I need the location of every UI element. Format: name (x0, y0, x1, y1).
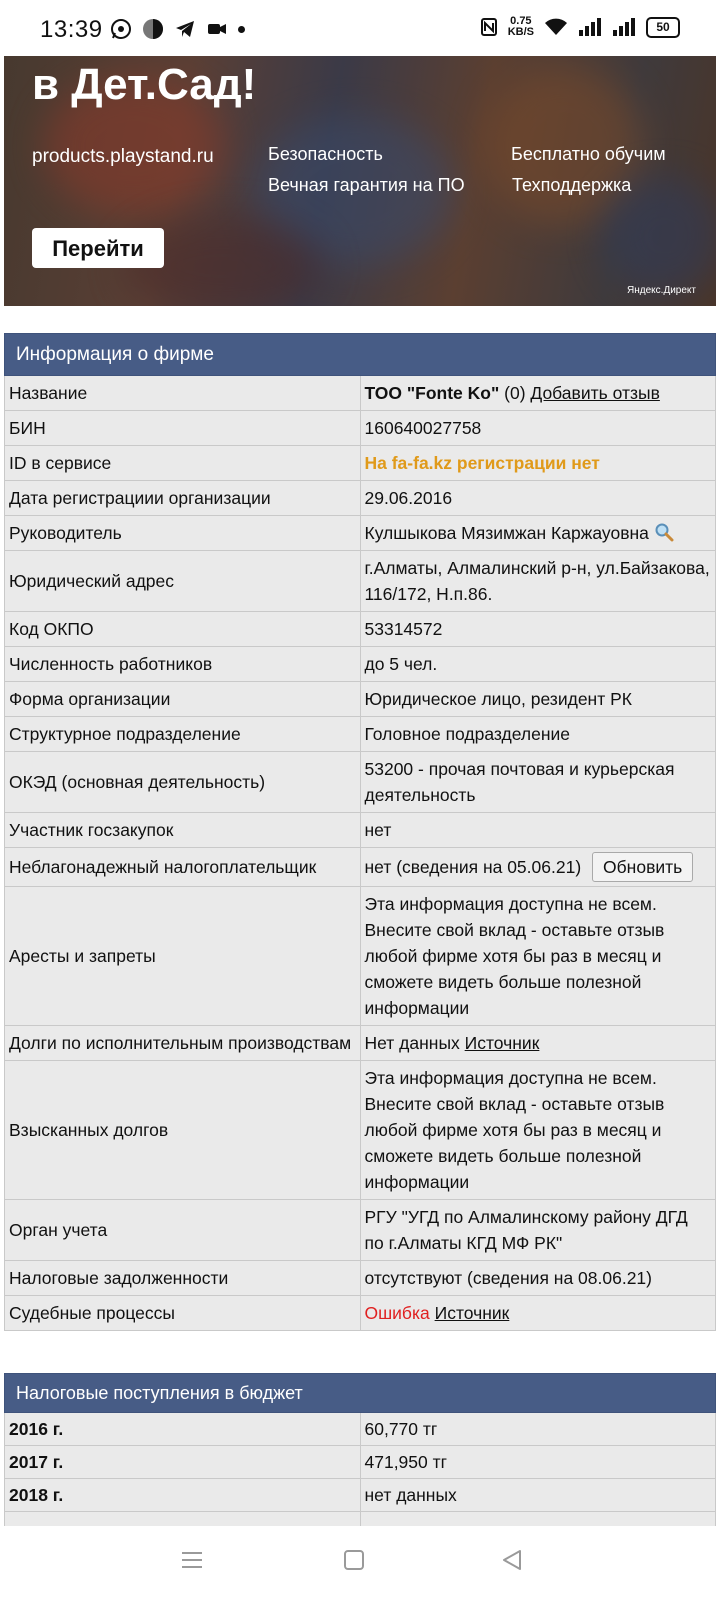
amount-cell: 60,770 тг (360, 1413, 716, 1446)
ad-feature-1: Безопасность (268, 144, 383, 164)
signal-icon (578, 17, 602, 37)
table-row (5, 813, 716, 848)
table-row (5, 848, 716, 887)
table-row (5, 647, 716, 682)
service-id-value[interactable]: На fa-fa.kz регистрации нет (364, 453, 600, 473)
error-text: Ошибка (364, 1303, 430, 1323)
row-value (360, 376, 716, 411)
tax-debts-value: отсутствуют (сведения на 08.06.21) (360, 1261, 716, 1296)
ad-url[interactable]: products.playstand.ru (32, 146, 214, 167)
update-button[interactable]: Обновить (592, 852, 693, 882)
row-label: Юридический адрес (5, 551, 361, 612)
status-time: 13:39 (40, 16, 103, 43)
row-label: ОКЭД (основная деятельность) (5, 752, 361, 813)
ad-go-button[interactable]: Перейти (32, 228, 164, 268)
table-row (5, 1061, 716, 1200)
row-label: Форма организации (5, 682, 361, 717)
table-row (5, 1296, 716, 1331)
restricted-line-2: Внесите свой вклад - оставьте отзыв любой фирме хотя бы раз в месяц и сможете видеть больше полезной информации (364, 1094, 665, 1192)
table-row (5, 516, 716, 551)
restricted-line-1: Эта информация доступна не всем. (364, 894, 657, 914)
table-row (5, 887, 716, 1026)
table-row (5, 612, 716, 647)
nfc-icon (480, 16, 498, 38)
menu-icon[interactable] (180, 1548, 204, 1572)
back-icon[interactable] (500, 1548, 524, 1572)
procurement-value: нет (360, 813, 716, 848)
notification-icons (110, 18, 245, 40)
ad-source[interactable]: Яндекс.Директ (627, 285, 696, 296)
table-row (5, 1413, 716, 1446)
telegram-icon (174, 18, 196, 40)
firm-info-header: Информация о фирме (5, 334, 715, 375)
reg-date-value: 29.06.2016 (360, 481, 716, 516)
system-icons (480, 16, 680, 38)
authority-value: РГУ "УГД по Алмалинскому району ДГД по г.Алматы КГД МФ РК" (360, 1200, 716, 1261)
row-value (360, 1296, 716, 1331)
dot-icon (238, 26, 245, 33)
whatsapp-icon (110, 18, 132, 40)
employees-value: до 5 чел. (360, 647, 716, 682)
enforcement-value: Нет данных (364, 1033, 460, 1053)
table-row (5, 1479, 716, 1512)
table-row (5, 481, 716, 516)
row-label: Налоговые задолженности (5, 1261, 361, 1296)
address-value: г.Алматы, Алмалинский р-н, ул.Байзакова, 116/172, Н.п.86. (360, 551, 716, 612)
row-label: Долги по исполнительным производствам (5, 1026, 361, 1061)
table-row (5, 551, 716, 612)
row-label: Код ОКПО (5, 612, 361, 647)
row-label: Руководитель (5, 516, 361, 551)
row-label: ID в сервисе (5, 446, 361, 481)
restricted-info (360, 1061, 716, 1200)
ad-feature-3: Вечная гарантия на ПО (268, 175, 465, 195)
okpo-value: 53314572 (360, 612, 716, 647)
firm-name: ТОО "Fonte Ko" (364, 383, 500, 403)
video-icon (206, 18, 228, 40)
row-label: Участник госзакупок (5, 813, 361, 848)
ad-banner[interactable] (4, 56, 716, 306)
table-row (5, 446, 716, 481)
search-icon[interactable] (654, 522, 674, 542)
review-count: (0) (504, 383, 526, 403)
restricted-info (360, 887, 716, 1026)
amount-cell: нет данных (360, 1479, 716, 1512)
table-row (5, 1446, 716, 1479)
amount-cell: 471,950 тг (360, 1446, 716, 1479)
battery-icon: 50 (646, 17, 680, 38)
wifi-icon (544, 17, 568, 37)
director-value: Кулшыкова Мязимжан Каржауовна (364, 523, 649, 543)
status-bar (0, 0, 720, 58)
org-form-value: Юридическое лицо, резидент РК (360, 682, 716, 717)
row-label: Орган учета (5, 1200, 361, 1261)
tax-income-header: Налоговые поступления в бюджет (5, 1374, 715, 1412)
table-row (5, 376, 716, 411)
signal-icon-2 (612, 17, 636, 37)
table-row (5, 717, 716, 752)
table-row (5, 1261, 716, 1296)
bin-value: 160640027758 (360, 411, 716, 446)
home-icon[interactable] (342, 1548, 366, 1572)
network-speed (508, 16, 534, 38)
row-label: БИН (5, 411, 361, 446)
row-label: Взысканных долгов (5, 1061, 361, 1200)
table-row (5, 682, 716, 717)
year-cell: 2016 г. (5, 1413, 361, 1446)
speed-value: 0.75 (510, 15, 532, 27)
restricted-line-2: Внесите свой вклад - оставьте отзыв любой фирме хотя бы раз в месяц и сможете видеть больше полезной информации (364, 920, 665, 1018)
row-label: Дата регистрациии организации (5, 481, 361, 516)
table-row (5, 411, 716, 446)
ad-title: в Дет.Сад! (32, 60, 257, 109)
add-review-link[interactable]: Добавить отзыв (530, 383, 660, 403)
row-value (360, 1026, 716, 1061)
structural-value: Головное подразделение (360, 717, 716, 752)
year-cell: 2017 г. (5, 1446, 361, 1479)
row-value (360, 446, 716, 481)
row-value (360, 848, 716, 887)
ad-feature-2: Бесплатно обучим (511, 144, 666, 164)
table-row (5, 752, 716, 813)
table-row (5, 1200, 716, 1261)
restricted-line-1: Эта информация доступна не всем. (364, 1068, 657, 1088)
navigation-bar (0, 1526, 720, 1600)
table-row (5, 1026, 716, 1061)
row-label: Судебные процессы (5, 1296, 361, 1331)
tax-income-table (4, 1373, 716, 1545)
speed-unit: KB/S (507, 26, 534, 38)
row-value (360, 516, 716, 551)
row-label: Аресты и запреты (5, 887, 361, 1026)
row-label: Структурное подразделение (5, 717, 361, 752)
source-link[interactable]: Источник (464, 1033, 540, 1053)
year-cell: 2018 г. (5, 1479, 361, 1512)
ad-feature-4: Техподдержка (512, 175, 632, 195)
source-link[interactable]: Источник (434, 1303, 510, 1323)
app-icon (142, 18, 164, 40)
row-label: Неблагонадежный налогоплательщик (5, 848, 361, 887)
firm-info-table (4, 333, 716, 1331)
oked-value: 53200 - прочая почтовая и курьерская деятельность (360, 752, 716, 813)
row-label: Численность работников (5, 647, 361, 682)
row-label: Название (5, 376, 361, 411)
unreliable-value: нет (сведения на 05.06.21) (364, 857, 582, 877)
